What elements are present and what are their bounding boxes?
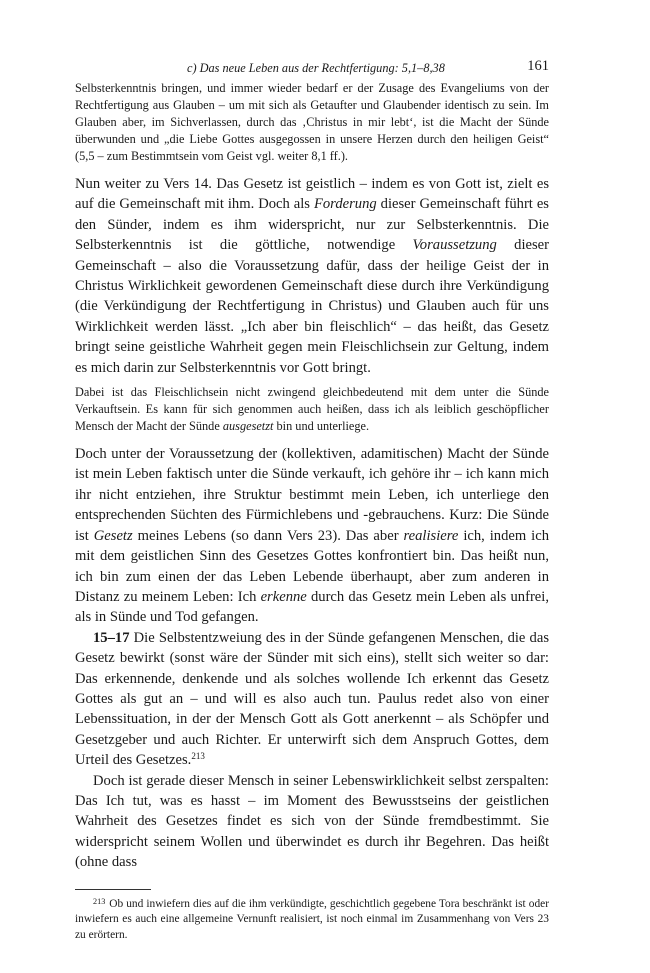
- para3-text-3: ich, indem ich mit dem geistlichen Sinn des Gesetzes Gottes konfrontiert bin. Das heißt nun, ich bin zum einen der das Leben Lebende überhaupt, aber zum anderen in Distanz zu meinem Leben: Ich: [75, 527, 550, 605]
- para3-italic-realisiere: realisiere: [403, 527, 459, 544]
- para2-italic-voraussetzung: Voraussetzung: [412, 237, 497, 254]
- para3-text-2: meines Lebens (so dann Vers 23). Das aber: [132, 527, 404, 544]
- para4-text-1: Die Selbstentzweiung des in der Sünde gefangenen Menschen, die das Gesetz bewirkt (sonst wäre der Sünder mit sich eins), stellt sich weiter so dar: Das erkennende, denkende und als solches wollende Ich erkennt das Gesetz Gottes als gut an – und will es also auch tun. Paulus redet also von einer Lebenssituation, in der der Mensch Gott als Gott anerkennt – als Schöpfer und Gesetzgeber und auch Richter. Er unterwirft sich dem Anspruch Gottes, dem Urteil des Gesetzes.: [75, 629, 549, 769]
- footnote-number: 213: [93, 896, 106, 906]
- book-page: [75, 58, 549, 943]
- page-number: 161: [527, 58, 549, 74]
- block2-italic-ausgesetzt: ausgesetzt: [222, 419, 274, 434]
- paragraph-suende-gesetz: [75, 444, 549, 628]
- small-block-1-text: Selbsterkenntnis bringen, und immer wieder bedarf er der Zusage des Evangeliums von der Rechtfertigung aus Glauben – um mit sich als Getaufter und Glaubender identisch zu sein. Im Glauben aber, im Sichverlassen, durch das ‚Christus in mir lebt‘, ist die Macht der Sünde überwunden und „die Liebe Gottes ausgegossen in unsere Herzen durch den heiligen Geist“ (5,5 – zum Bestimmtsein vom Geist vgl. weiter 8,1 ff.).: [75, 81, 549, 163]
- para2-text-1: Nun weiter zu Vers 14. Das Gesetz ist geistlich – indem es von Gott ist, zielt es auf die Gemeinschaft mit ihm. Doch als: [75, 176, 549, 213]
- para3-text-4: durch das Gesetz mein Leben als unfrei, als in Sünde und Tod gefangen.: [75, 588, 549, 626]
- block2-text-1: Dabei ist das Fleischlichsein nicht zwingend gleichbedeutend mit dem unter die Sünde Verkauftsein. Es kann für sich genommen auch heißen, dass ich als leiblich geschöpflicher Mensch der Macht der Sünde: [75, 385, 549, 434]
- para3-text-1: Doch unter der Voraussetzung der (kollektiven, adamitischen) Macht der Sünde ist mein Leben faktisch unter die Sünde verkauft, ich gehöre ihr – ich kann mich ihr nicht entziehen, ihre Struktur bestimmt mein Leben, ich unterliege den entsprechenden Süchten des Fürmichlebens und -gebrauchens. Kurz: Die Sünde ist: [75, 446, 549, 544]
- footnote-213: [75, 894, 549, 944]
- para3-italic-gesetz: Gesetz: [93, 527, 133, 544]
- verse-reference: 15–17: [93, 629, 130, 646]
- footnote-reference[interactable]: 213: [191, 751, 205, 762]
- paragraph-verse-15-17: [75, 628, 549, 771]
- small-block-2: [75, 384, 549, 435]
- para2-text-2: dieser Gemeinschaft führt es den Sünder, indem es ihm widerspricht, nur zur Selbsterkenntnis. Die Selbsterkenntnis ist die göttliche, notwendige: [75, 196, 549, 254]
- block2-text-2: bin und unterliege.: [273, 419, 370, 434]
- para3-italic-erkenne: erkenne: [260, 588, 307, 605]
- small-block-1: [75, 80, 549, 165]
- running-title: c) Das neue Leben aus der Rechtfertigung: 5,1–8,38: [187, 61, 445, 75]
- footnote-divider: [75, 889, 151, 890]
- paragraph-verse-14: [75, 174, 549, 378]
- page-header: [75, 58, 549, 80]
- paragraph-zerspalten: [75, 771, 549, 873]
- para5-text-1: Doch ist gerade dieser Mensch in seiner Lebenswirklichkeit selbst zerspalten: Das Ich tut, was es hasst – im Moment des Bewusstseins der geistlichen Wahrheit des Gesetzes findet es sich von der Sünde fremdbestimmt. Sie widerspricht seinem Wollen und überwindet es durch ihr Begehren. Das heißt (ohne dass: [75, 772, 549, 871]
- para2-italic-forderung: Forderung: [313, 196, 377, 213]
- footnote-text: Ob und inwiefern dies auf die ihm verkündigte, geschichtlich gegebene Tora beschränkt ist oder inwiefern es auch eine allgemeine Vernunft realisiert, ist noch einmal im Zusammenhang von Vers 23 zu erörtern.: [75, 897, 549, 942]
- para2-text-3: dieser Gemeinschaft – also die Voraussetzung dafür, dass der heilige Geist der in Christus Wirklichkeit gewordenen Gemeinschaft diese durch ihre Verkündigung (die Verkündigung der Rechtfertigung in Christus) und Glauben auch für uns Wirklichkeit werden lässt. „Ich aber bin fleischlich“ – das heißt, das Gesetz bringt seine geistliche Wahrheit gegen mein Fleischlichsein zur Geltung, indem es mich darin zur Selbsterkenntnis vor Gott bringt.: [75, 237, 549, 376]
